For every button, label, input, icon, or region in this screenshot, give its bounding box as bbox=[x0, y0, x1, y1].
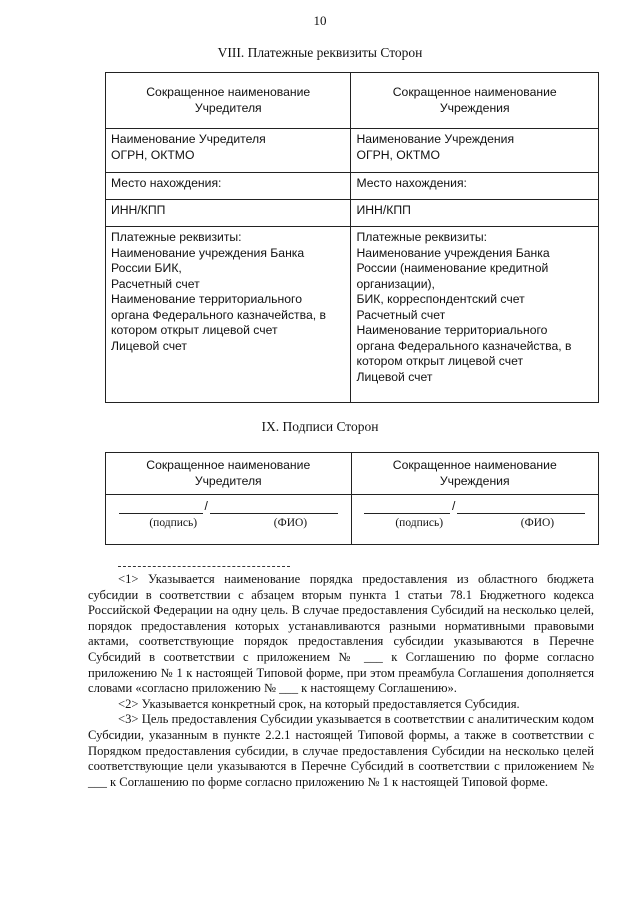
institution-sign-label: (подпись) bbox=[395, 517, 444, 529]
founder-location-cell: Место нахождения: bbox=[106, 173, 351, 200]
sig-header-institution: Сокращенное наименование Учреждения bbox=[351, 453, 599, 495]
founder-signature-cell bbox=[106, 495, 352, 545]
institution-name-cell: Наименование Учреждения ОГРН, ОКТМО bbox=[351, 129, 599, 173]
institution-name-label: (ФИО) bbox=[520, 517, 555, 529]
footnote-2: <2> Указывается конкретный срок, на который предоставляется Субсидия. bbox=[118, 696, 520, 711]
institution-signature-line: / bbox=[357, 498, 594, 514]
signatures-table bbox=[105, 452, 599, 545]
founder-payment-details-cell: Платежные реквизиты: Наименование учреждения Банка России БИК, Расчетный счет Наименование территориального органа Федерального казначейства, в котором открыт лицевой счет Лицевой счет bbox=[106, 227, 351, 403]
page-number: 10 bbox=[313, 13, 327, 28]
founder-inn-cell: ИНН/КПП bbox=[106, 200, 351, 227]
institution-payment-details-cell: Платежные реквизиты: Наименование учреждения Банка России (наименование кредитной организации), БИК, корреспондентский счет Расчетный счет Наименование территориального органа Федерального казначейства, в котором открыт лицевой счет Лицевой счет bbox=[351, 227, 599, 403]
footnotes bbox=[88, 572, 594, 790]
section-ix-title: IX. Подписи Сторон bbox=[261, 419, 379, 434]
footnote-1: <1> Указывается наименование порядка предоставления из областного бюджета субсидии в соответствии с абзацем вторым пункта 1 статьи 78.1 Бюджетного кодекса Российской Федерации на одну цель. В случае предоставления Субсидий на несколько целей, порядок предоставления которых устанавливаются разными нормативными правовыми актами, соответствующие порядок предоставления субсидии указываются в Перечне Субсидий в соответствии с приложением № ___ к Соглашению по форме согласно приложению № 1 к настоящей Типовой форме, при этом преамбула Соглашения дополняется словами «согласно приложению № ___ к настоящему Соглашению». bbox=[88, 572, 594, 696]
institution-location-cell: Место нахождения: bbox=[351, 173, 599, 200]
header-cell-founder: Сокращенное наименование Учредителя bbox=[106, 73, 351, 129]
institution-inn-cell: ИНН/КПП bbox=[351, 200, 599, 227]
institution-signature-cell bbox=[351, 495, 599, 545]
founder-name-label: (ФИО) bbox=[273, 517, 308, 529]
section-viii-title: VIII. Платежные реквизиты Сторон bbox=[217, 45, 423, 60]
payment-details-table bbox=[105, 72, 599, 403]
footnote-3: <3> Цель предоставления Субсидии указывается в соответствии с аналитическим кодом Субсидии, указанным в пункте 2.2.1 настоящей Типовой формы, а также в соответствии с Порядком предоставления субсидии, в случае предоставления Субсидии на несколько целей соответствующие цели указываются в Перечне Субсидий в соответствии с приложением № ___ к Соглашению по форме согласно приложению № 1 к настоящей Типовой форме. bbox=[88, 712, 594, 789]
founder-sign-label: (подпись) bbox=[149, 517, 198, 529]
footnote-separator bbox=[118, 566, 290, 567]
founder-signature-line: / bbox=[111, 498, 346, 514]
founder-name-cell: Наименование Учредителя ОГРН, ОКТМО bbox=[106, 129, 351, 173]
header-cell-institution: Сокращенное наименование Учреждения bbox=[351, 73, 599, 129]
sig-header-founder: Сокращенное наименование Учредителя bbox=[106, 453, 352, 495]
